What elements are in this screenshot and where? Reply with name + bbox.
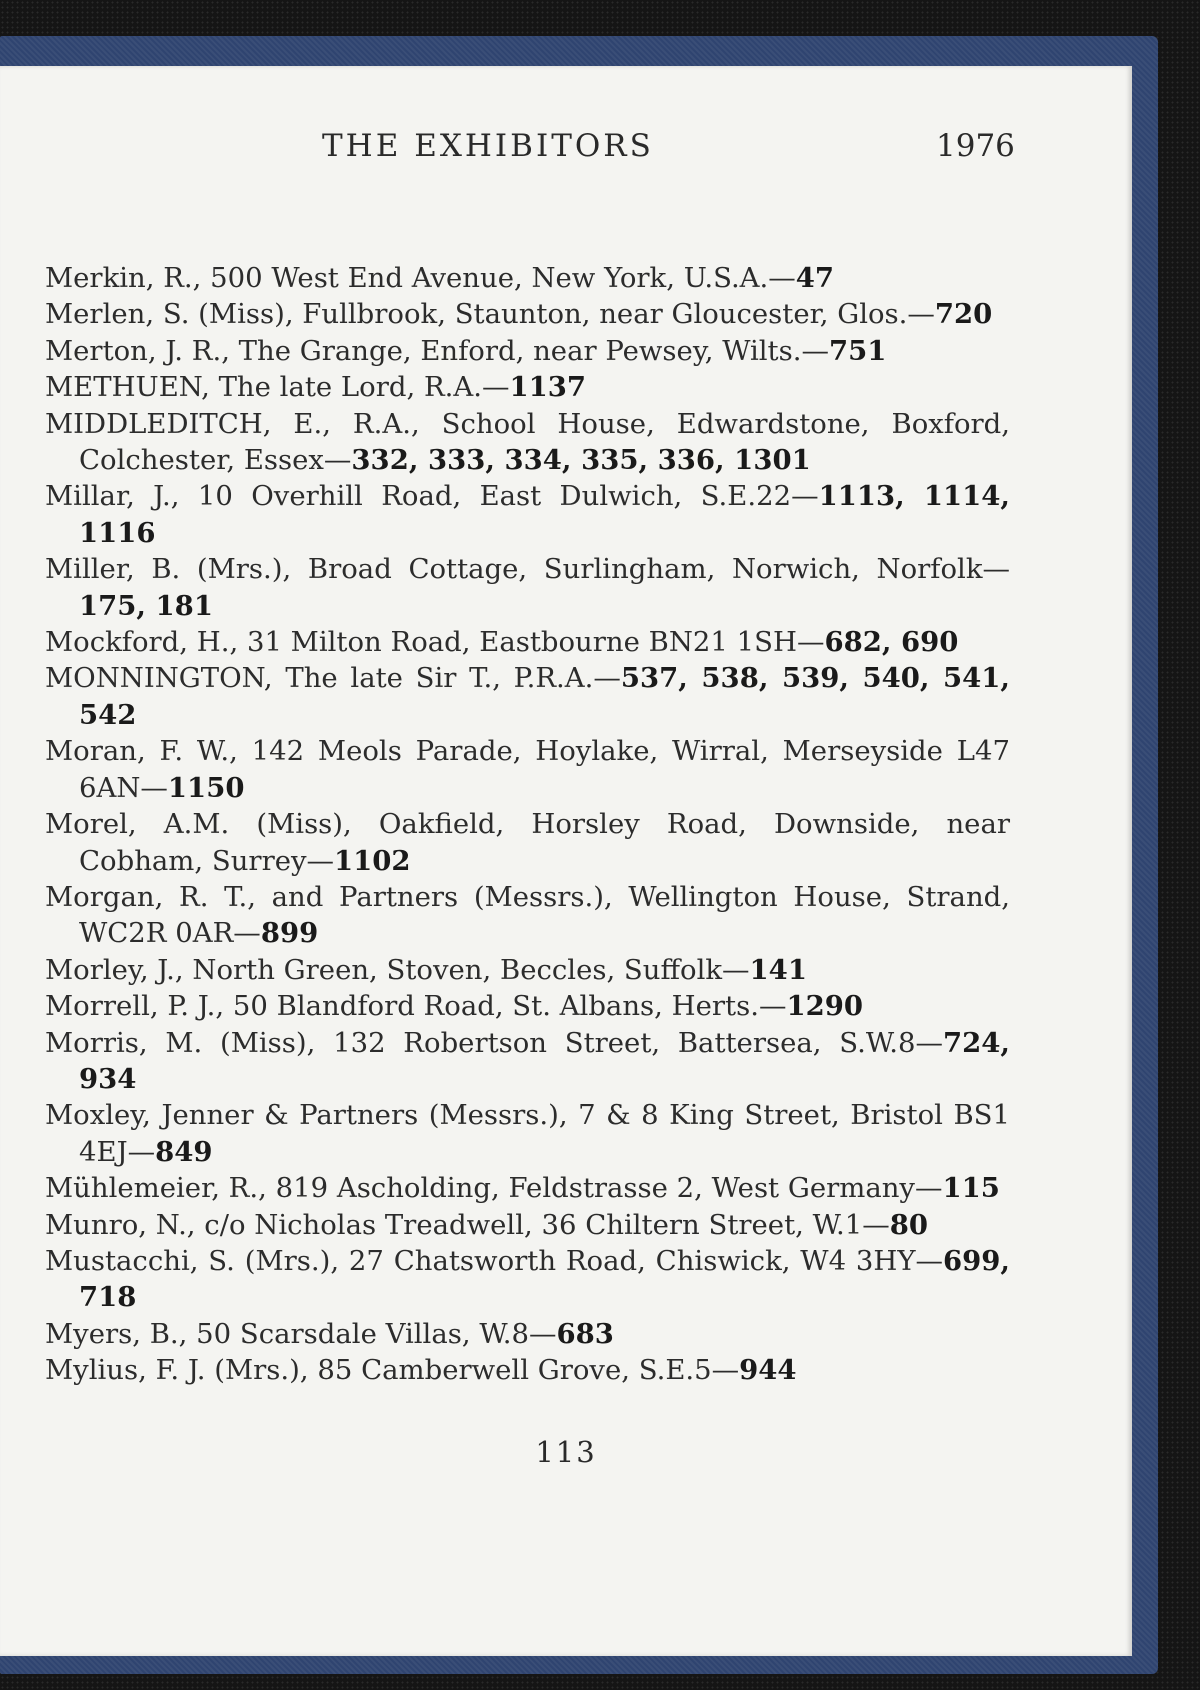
entry-catalogue-numbers: 1290	[786, 990, 863, 1023]
exhibitor-entry	[45, 260, 1010, 296]
entry-text: Morley, J., North Green, Stoven, Beccles, Suffolk—	[45, 953, 750, 986]
entry-catalogue-numbers: 682, 690	[824, 626, 959, 659]
entry-text: Mustacchi, S. (Mrs.), 27 Chatsworth Road, Chiswick, W4 3HY—	[45, 1244, 944, 1277]
exhibitor-entry	[45, 478, 1010, 551]
entry-catalogue-numbers: 1113, 1114, 1116	[79, 480, 1010, 549]
exhibitor-entry	[45, 1097, 1010, 1170]
entry-catalogue-numbers: 332, 333, 334, 335, 336, 1301	[351, 444, 811, 477]
entry-catalogue-numbers: 849	[155, 1135, 213, 1168]
entry-catalogue-numbers: 1102	[334, 844, 411, 877]
entry-catalogue-numbers: 720	[934, 298, 993, 331]
entry-text: METHUEN, The late Lord, R.A.—	[45, 371, 510, 404]
entry-text: Moran, F. W., 142 Meols Parade, Hoylake, Wirral, Merseyside L47 6AN—	[45, 735, 1010, 804]
running-head-title: THE EXHIBITORS	[322, 128, 654, 164]
entry-catalogue-numbers: 47	[795, 262, 835, 294]
entry-catalogue-numbers: 1150	[167, 771, 245, 804]
entry-text: MONNINGTON, The late Sir T., P.R.A.—	[45, 662, 621, 695]
entry-text: Morrell, P. J., 50 Blandford Road, St. Albans, Herts.—	[45, 990, 787, 1023]
exhibitor-entry	[45, 369, 1010, 405]
entry-text: Morgan, R. T., and Partners (Messrs.), Wellington House, Strand, WC2R 0AR—	[45, 880, 1010, 950]
entry-text: Mühlemeier, R., 819 Ascholding, Feldstrasse 2, West Germany—	[45, 1172, 943, 1205]
entry-catalogue-numbers: 141	[749, 953, 807, 986]
entry-text: Munro, N., c/o Nicholas Treadwell, 36 Chiltern Street, W.1—	[45, 1208, 890, 1241]
entry-text: Merkin, R., 500 West End Avenue, New York, U.S.A.—	[45, 262, 796, 294]
entry-text: Myers, B., 50 Scarsdale Villas, W.8—	[45, 1317, 557, 1350]
exhibitor-entry	[45, 1025, 1010, 1098]
entry-catalogue-numbers: 80	[889, 1208, 929, 1241]
exhibitor-entry	[45, 988, 1010, 1024]
entry-text: Merlen, S. (Miss), Fullbrook, Staunton, near Gloucester, Glos.—	[45, 298, 935, 331]
entry-text: Merton, J. R., The Grange, Enford, near Pewsey, Wilts.—	[45, 334, 829, 367]
page-number: 113	[535, 1435, 597, 1469]
entry-text: Miller, B. (Mrs.), Broad Cottage, Surlingham, Norwich, Norfolk—	[45, 553, 1010, 586]
exhibitor-entry	[45, 333, 1010, 369]
exhibitor-entry	[45, 1316, 1010, 1352]
entry-text: Mockford, H., 31 Milton Road, Eastbourne BN21 1SH—	[45, 626, 825, 659]
exhibitor-entry	[45, 660, 1010, 733]
entry-text: Mylius, F. J. (Mrs.), 85 Camberwell Grove, S.E.5—	[45, 1354, 740, 1387]
entry-catalogue-numbers: 1137	[509, 371, 587, 404]
entry-catalogue-numbers: 944	[739, 1354, 797, 1387]
exhibitor-list	[45, 260, 1010, 1389]
entry-catalogue-numbers: 683	[556, 1317, 614, 1350]
exhibitor-entry	[45, 406, 1010, 479]
entry-text: Moxley, Jenner & Partners (Messrs.), 7 & 8 King Street, Bristol BS1 4EJ—	[45, 1099, 1010, 1168]
exhibitor-entry	[45, 624, 1010, 660]
exhibitor-entry	[45, 1207, 1010, 1243]
exhibitor-entry	[45, 1352, 1010, 1388]
exhibitor-entry	[45, 806, 1010, 879]
exhibitor-entry	[45, 296, 1010, 332]
running-head-year: 1976	[936, 128, 1015, 164]
entry-catalogue-numbers: 899	[260, 917, 319, 950]
exhibitor-entry	[45, 551, 1010, 624]
entry-text: Morel, A.M. (Miss), Oakfield, Horsley Road, Downside, near Cobham, Surrey—	[45, 808, 1010, 877]
entry-catalogue-numbers: 175, 181	[79, 589, 213, 622]
exhibitor-entry	[45, 733, 1010, 806]
entry-text: MIDDLEDITCH, E., R.A., School House, Edwardstone, Boxford, Colchester, Essex—	[45, 407, 1010, 477]
exhibitor-entry	[45, 879, 1010, 952]
entry-text: Millar, J., 10 Overhill Road, East Dulwich, S.E.22—	[45, 480, 819, 513]
entry-catalogue-numbers: 115	[942, 1172, 1000, 1205]
entry-text: Morris, M. (Miss), 132 Robertson Street, Battersea, S.W.8—	[45, 1026, 944, 1059]
entry-catalogue-numbers: 699, 718	[79, 1244, 1010, 1314]
exhibitor-entry	[45, 1170, 1010, 1206]
exhibitor-entry	[45, 1243, 1010, 1316]
exhibitor-entry	[45, 952, 1010, 988]
entry-catalogue-numbers: 724, 934	[79, 1026, 1010, 1095]
entry-catalogue-numbers: 537, 538, 539, 540, 541, 542	[79, 662, 1010, 731]
entry-catalogue-numbers: 751	[828, 334, 887, 367]
running-head	[0, 128, 1132, 168]
